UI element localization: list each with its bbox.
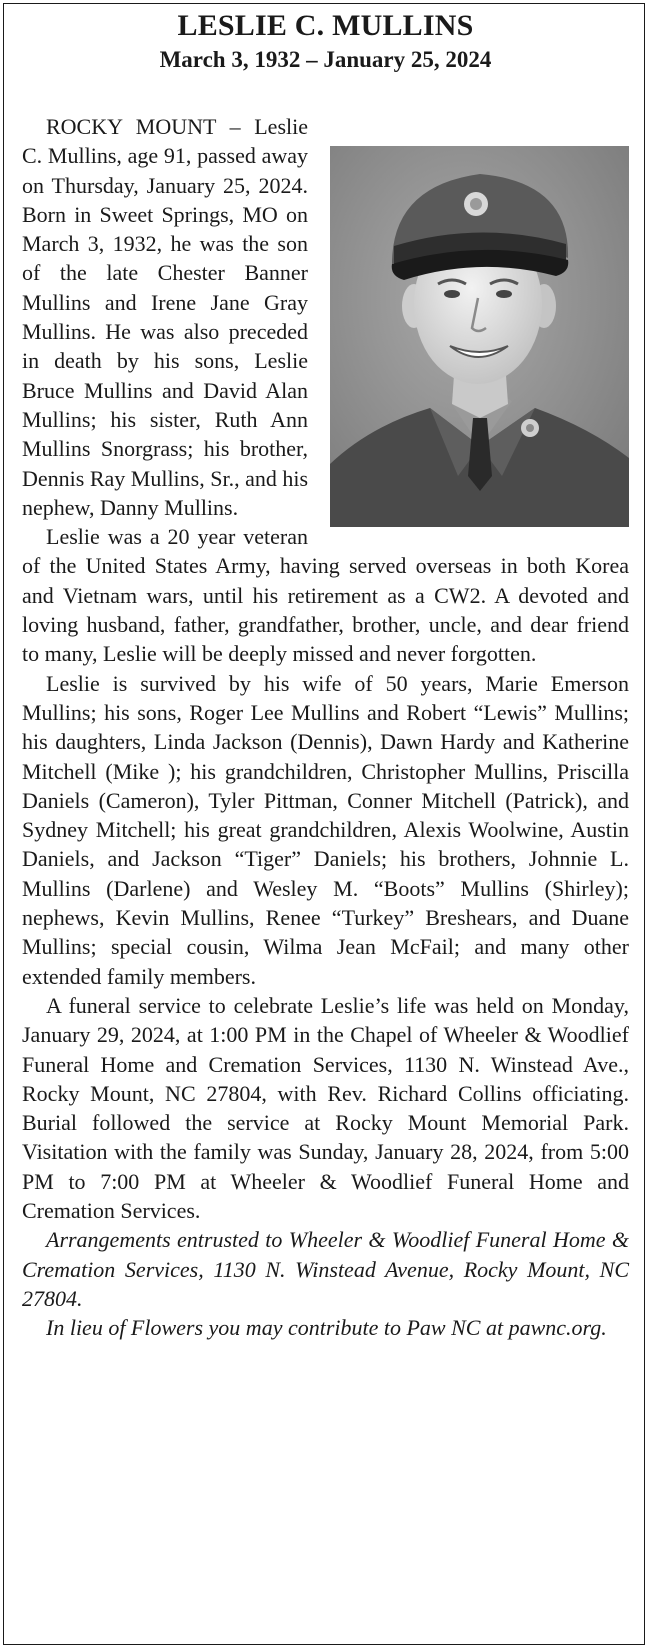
life-dates: March 3, 1932 – January 25, 2024: [159, 47, 492, 72]
portrait-photo: [330, 146, 629, 527]
paragraph-funeral: A funeral service to celebrate Leslie’s life was held on Monday, January 29, 2024, at 1:00 PM in the Chapel of Wheeler & Woodlief Funeral Home and Cremation Services, 1130 N. Winstead Ave., Rocky Mount, NC 27804, with Rev. Richard Collins officiating. Burial followed the service at Rocky Mount Memorial Park. Visitation with the family was Sunday, January 28, 2024, from 5:00 PM to 7:00 PM at Wheeler & Woodlief Funeral Home and Cremation Services.: [22, 992, 629, 1223]
paragraph-survivors: Leslie is survived by his wife of 50 years, Marie Emerson Mullins; his sons, Roger Lee Mullins and Robert “Lewis” Mullins; his daughters, Linda Jackson (Dennis), Dawn Hardy and Katherine Mitchell (Mike ); his grandchildren, Christopher Mullins, Priscilla Daniels (Cameron), Tyler Pittman, Conner Mitchell (Patrick), and Sydney Mitchell; his great grandchildren, Alexis Woolwine, Austin Daniels, and Jackson “Tiger” Daniels; his brothers, Johnnie L. Mullins (Darlene) and Wesley M. “Boots” Mullins (Shirley); nephews, Kevin Mullins, Renee “Turkey” Breshears, and Duane Mullins; special cousin, Wilma Jean McFail; and many other extended family members.: [22, 670, 629, 989]
arrangements-note: Arrangements entrusted to Wheeler & Woodlief Funeral Home & Cremation Services, 1130 N. Winstead Avenue, Rocky Mount, NC 27804.: [22, 1227, 629, 1311]
flowers-note: In lieu of Flowers you may contribute to Paw NC at pawnc.org.: [46, 1315, 607, 1341]
obituary-notice: [22, 10, 629, 1342]
paragraph-service: Leslie was a 20 year veteran of the United States Army, having served overseas in both Korea and Vietnam wars, until his retirement as a CW2. A devoted and loving husband, father, grandfather, brother, uncle, and dear friend to many, Leslie will be deeply missed and never forgotten.: [22, 524, 629, 667]
obituary-body: [22, 112, 629, 1342]
paragraph-intro: ROCKY MOUNT – Leslie C. Mullins, age 91, passed away on Thursday, January 25, 2024. Born in Sweet Springs, MO on March 3, 1932, he was the son of the late Chester Banner Mullins and Irene Jane Gray Mullins. He was also preceded in death by his sons, Leslie Bruce Mullins and David Alan Mullins; his sister, Ruth Ann Mullins Snorgrass; his brother, Dennis Ray Mullins, Sr., and his nephew, Danny Mullins.: [22, 114, 309, 520]
deceased-name: LESLIE C. MULLINS: [177, 9, 474, 42]
